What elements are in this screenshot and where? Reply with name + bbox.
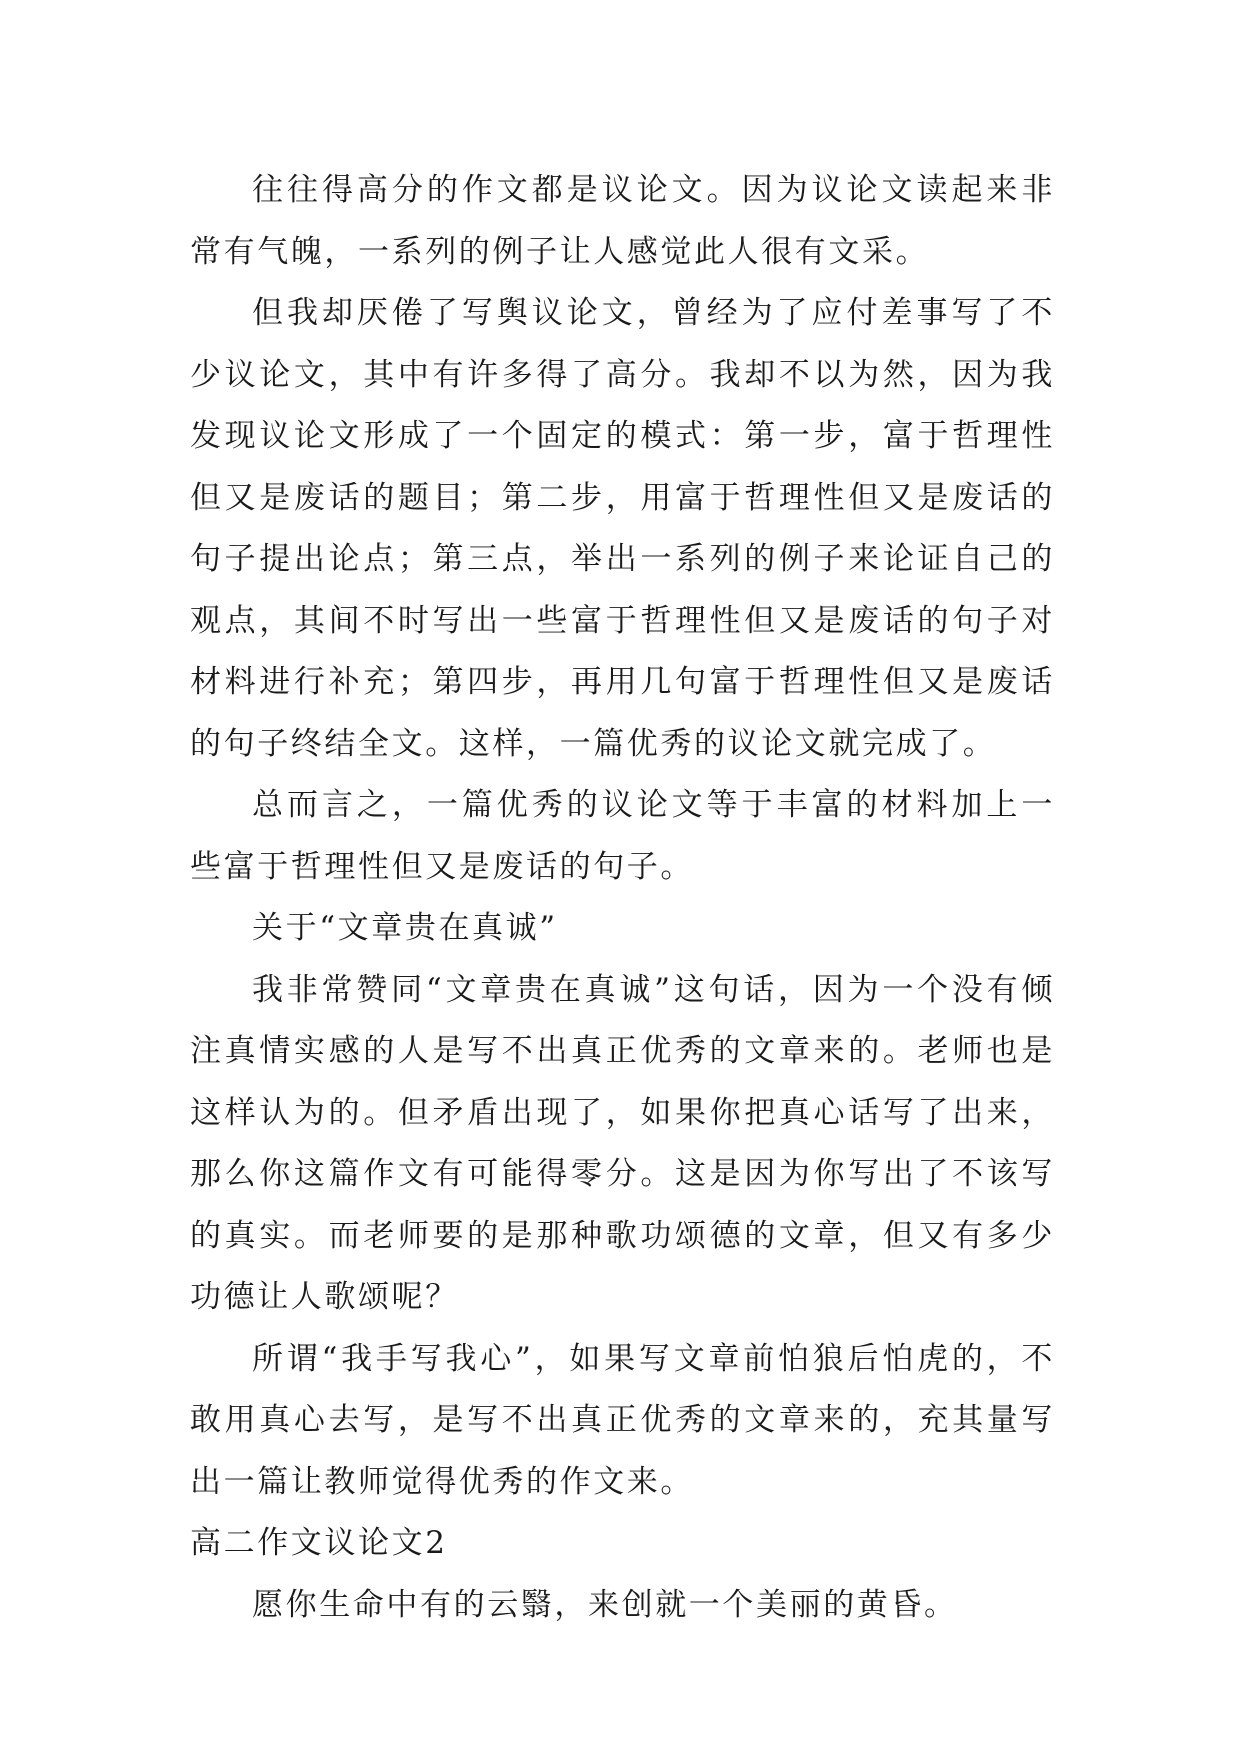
document-body — [190, 160, 1055, 1636]
paragraph-6: 所谓“我手写我心”，如果写文章前怕狼后怕虎的，不敢用真心去写，是写不出真正优秀的文章来的，充其量写出一篇让教师觉得优秀的作文来。 — [190, 1340, 1055, 1500]
section-title: 高二作文议论文2 — [190, 1525, 448, 1561]
paragraph-1: 往往得高分的作文都是议论文。因为议论文读起来非常有气魄，一系列的例子让人感觉此人很有文采。 — [190, 172, 1055, 270]
closing-paragraph: 愿你生命中有的云翳，来创就一个美丽的黄昏。 — [252, 1586, 958, 1623]
paragraph-2: 但我却厌倦了写舆议论文，曾经为了应付差事写了不少议论文，其中有许多得了高分。我却不以为然，因为我发现议论文形成了一个固定的模式：第一步，富于哲理性但又是废话的题目；第二步，用富于哲理性但又是废话的句子提出论点；第三点，举出一系列的例子来论证自己的观点，其间不时写出一些富于哲理性但又是废话的句子对材料进行补充；第四步，再用几句富于哲理性但又是废话的句子终结全文。这样，一篇优秀的议论文就完成了。 — [190, 295, 1055, 762]
paragraph-3: 总而言之，一篇优秀的议论文等于丰富的材料加上一些富于哲理性但又是废话的句子。 — [190, 787, 1055, 885]
subheading-paragraph: 关于“文章贵在真诚” — [252, 910, 558, 946]
paragraph-5: 我非常赞同“文章贵在真诚”这句话，因为一个没有倾注真情实感的人是写不出真正优秀的文章来的。老师也是这样认为的。但矛盾出现了，如果你把真心话写了出来，那么你这篇作文有可能得零分。这是因为你写出了不该写的真实。而老师要的是那种歌功颂德的文章，但又有多少功德让人歌颂呢？ — [190, 971, 1055, 1315]
